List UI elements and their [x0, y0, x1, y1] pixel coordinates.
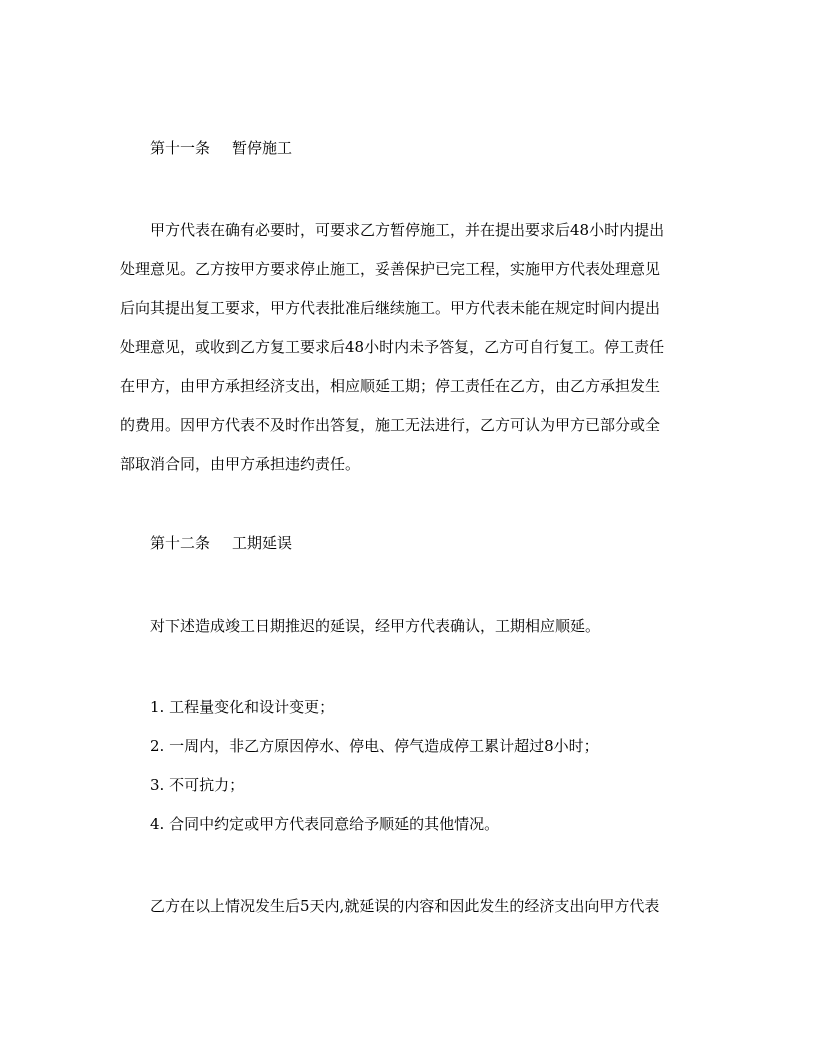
article-11-paragraph-line: 部取消合同，由甲方承担违约责任。: [120, 455, 361, 473]
list-item: 2. 一周内，非乙方原因停水、停电、停气造成停工累计超过8小时；: [150, 737, 599, 755]
article-12-closing-line: 乙方在以上情况发生后5天内,就延误的内容和因此发生的经济支出向甲方代表: [150, 897, 660, 915]
article-11-paragraph-line: 处理意见，或收到乙方复工要求后48小时内未予答复，乙方可自行复工。停工责任: [120, 338, 665, 356]
article-12-title: 工期延误: [232, 534, 293, 552]
article-12-intro: 对下述造成竣工日期推迟的延误，经甲方代表确认，工期相应顺延。: [150, 617, 601, 635]
article-11-paragraph-line: 后向其提出复工要求，甲方代表批准后继续施工。甲方代表未能在规定时间内提出: [120, 299, 661, 317]
article-11-heading: [150, 138, 292, 158]
list-item: 1. 工程量变化和设计变更；: [150, 698, 335, 716]
article-11-paragraph-line: 甲方代表在确有必要时，可要求乙方暂停施工，并在提出要求后48小时内提出: [150, 221, 665, 239]
list-item: 3. 不可抗力；: [150, 776, 245, 794]
article-11-paragraph-line: 处理意见。乙方按甲方要求停止施工，妥善保护已完工程，实施甲方代表处理意见: [120, 260, 661, 278]
list-item: 4. 合同中约定或甲方代表同意给予顺延的其他情况。: [150, 815, 500, 833]
article-11-number: 第十一条: [150, 139, 211, 157]
article-12-heading: [150, 533, 292, 553]
article-11-paragraph-line: 在甲方，由甲方承担经济支出，相应顺延工期；停工责任在乙方，由乙方承担发生: [120, 377, 661, 395]
article-11-paragraph-line: 的费用。因甲方代表不及时作出答复，施工无法进行，乙方可认为甲方已部分或全: [120, 416, 661, 434]
article-11-title: 暂停施工: [232, 139, 293, 157]
article-12-number: 第十二条: [150, 534, 211, 552]
